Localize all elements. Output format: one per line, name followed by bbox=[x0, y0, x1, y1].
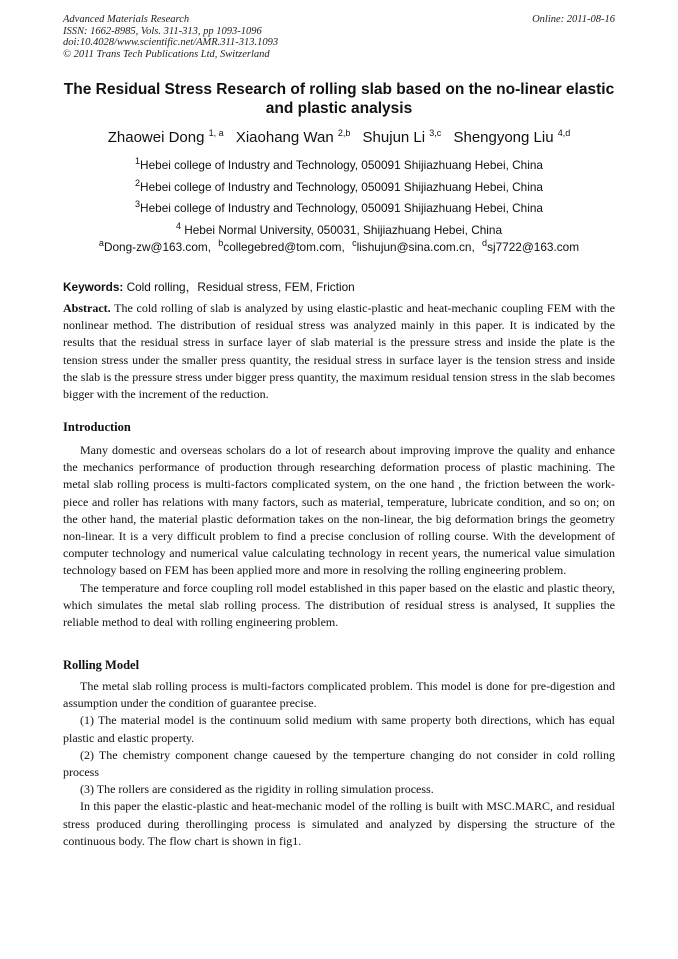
paragraph: Many domestic and overseas scholars do a lot of research about improving improve the quality and enhance the mechanics performance of production through researching deformation process of plastic machining. The metal slab rolling process is multi-factors complicated system, on the one hand , the friction between the work-piece and roller has relations with many factors, such as material, temperature, lubricate condition, and so on; on the other hand, the material plastic deformation takes on the non-linear, the big deformation brings the geometry non-linear. It is a very difficult problem to find a precise conclusion of rolling course. With the development of computer technology and numerical value calculating technology in recent years, the numerical value simulation technology based on FEM has been applied more and more in resolving the rolling engineering problem. bbox=[63, 443, 615, 578]
email-link[interactable]: $^a$Dong-zw@163.com, bbox=[98, 238, 211, 254]
author-list bbox=[40, 129, 638, 146]
issn-line: ISSN: 1662-8985, Vols. 311-313, pp 1093-1096 bbox=[63, 25, 262, 37]
keywords-label: Keywords: bbox=[63, 280, 124, 294]
affiliation: $^3$Hebei college of Industry and Technology, 050091 Shijiazhuang Hebei, China bbox=[135, 199, 543, 215]
introduction-body bbox=[63, 442, 615, 631]
online-date: Online: 2011-08-16 bbox=[532, 14, 615, 25]
rolling-model-body bbox=[63, 678, 615, 850]
author: Shujun Li $^{3,c}$ bbox=[362, 128, 442, 146]
author: Zhaowei Dong $^{1, a}$ bbox=[107, 128, 224, 146]
journal-header bbox=[63, 14, 615, 60]
paragraph: The temperature and force coupling roll model established in this paper based on the elastic and plastic theory, which simulates the metal slab rolling process. The distribution of residual stress is analysed, It supplies the reliable method to deal with rolling engineering problem. bbox=[63, 580, 615, 630]
abstract-label: Abstract. bbox=[63, 301, 111, 315]
copyright-line: © 2011 Trans Tech Publications Ltd, Switzerland bbox=[63, 48, 270, 60]
section-heading-rolling-model: Rolling Model bbox=[63, 658, 140, 672]
affiliation: $^4$ Hebei Normal University, 050031, Shijiazhuang Hebei, China bbox=[175, 220, 503, 237]
affiliation: $^1$Hebei college of Industry and Technology, 050091 Shijiazhuang Hebei, China bbox=[135, 156, 543, 172]
affiliation-list bbox=[40, 155, 638, 241]
author: Shengyong Liu $^{4,d}$ bbox=[453, 128, 571, 146]
keywords-text: Cold rolling，Residual stress, FEM, Friction bbox=[123, 280, 355, 294]
email-link[interactable]: $^b$collegebred@tom.com, bbox=[218, 238, 345, 254]
paragraph: In this paper the elastic-plastic and heat-mechanic model of the rolling is built with MSC.MARC, and residual stress produced during therollinging process is simulated and analyzed by dispersing the structure of the continuous body. The flow chart is shown in fig1. bbox=[63, 799, 615, 848]
email-link[interactable]: $^c$lishujun@sina.com.cn, bbox=[352, 238, 475, 254]
keywords bbox=[63, 278, 623, 295]
paragraph: (1) The material model is the continuum solid medium with same property both directions, which has equal plastic and elastic property. bbox=[63, 713, 615, 745]
doi-line: doi:10.4028/www.scientific.net/AMR.311-313.1093 bbox=[63, 37, 279, 48]
paragraph: (3) The rollers are considered as the rigidity in rolling simulation process. bbox=[80, 782, 434, 797]
journal-name: Advanced Materials Research bbox=[63, 14, 190, 25]
abstract-text: The cold rolling of slab is analyzed by using elastic-plastic and heat-mechanic coupling FEM with the nonlinear method. The distribution of residual stress was analyzed mainly in this paper. It is indicated by the results that the residual stress in surface layer of slab material is the pressure stress and inside the plate is the tension stress under the smaller press quantity, the residual stress in surface layer is the tension stress and inside the slab is the pressure stress under bigger press quantity, the maximum residual tension stress in the slab becomes bigger with the increment of the reduction. bbox=[63, 301, 615, 402]
paper-title: The Residual Stress Research of rolling slab based on the no-linear elastic and plastic analysis bbox=[63, 81, 615, 117]
abstract bbox=[63, 300, 615, 403]
affiliation: $^2$Hebei college of Industry and Technology, 050091 Shijiazhuang Hebei, China bbox=[135, 177, 543, 194]
email-list bbox=[40, 240, 638, 254]
author: Xiaohang Wan $^{2,b}$ bbox=[235, 128, 351, 146]
paragraph: The metal slab rolling process is multi-factors complicated problem. This model is done for pre-digestion and assumption under the condition of guarantee precise. bbox=[63, 679, 615, 711]
paragraph: (2) The chemistry component change cauesed by the temperture changing do not consider in cold rolling process bbox=[63, 747, 615, 780]
section-heading-introduction: Introduction bbox=[63, 420, 131, 434]
email-link[interactable]: $^d$sj7722@163.com bbox=[482, 238, 580, 254]
